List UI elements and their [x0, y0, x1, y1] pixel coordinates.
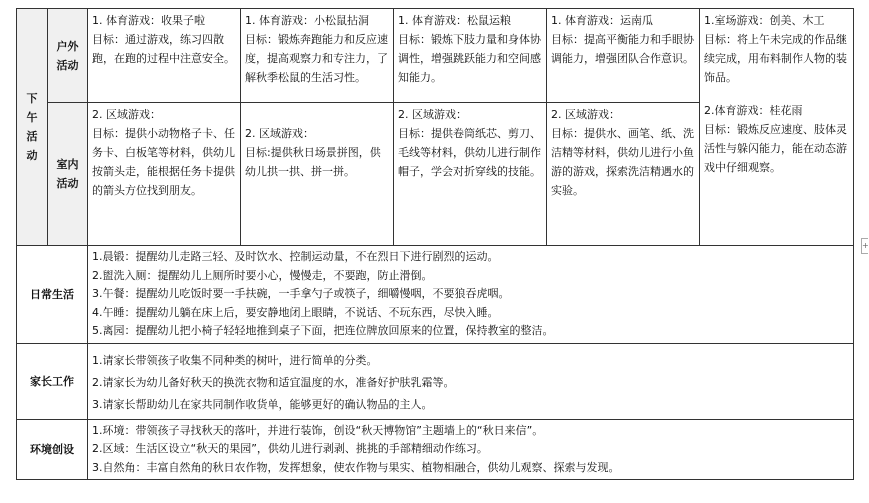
outdoor-title-5: 1.室场游戏：创美、木工 [704, 14, 825, 27]
outdoor-goal-5: 目标：将上午未完成的作品继续完成，用布料制作人物的装饰品。 [704, 33, 847, 84]
indoor-label-text: 室内活动 [56, 158, 79, 190]
indoor-cell-1 [88, 103, 241, 246]
afternoon-label-text: 下午活动 [26, 92, 38, 162]
daily-life-item: 3.午餐：提醒幼儿吃饭时要一手扶碗，一手拿勺子或筷子，细嚼慢咽，不要狼吞虎咽。 [92, 287, 510, 300]
afternoon-label [17, 9, 48, 246]
indoor-label [48, 103, 88, 246]
indoor-cell-2 [241, 103, 394, 246]
indoor-goal-1: 目标：提供小动物格子卡、任务卡、白板笔等材料，供幼儿按箭头走，能根据任务卡提供的箭头方位找到朋友。 [92, 127, 235, 197]
indoor-cell-4 [547, 103, 700, 246]
daily-life-list [88, 246, 854, 344]
daily-life-item: 5.离园：提醒幼儿把小椅子轻轻地推到桌子下面，把连位牌放回原来的位置，保持教室的整洁。 [92, 324, 554, 337]
outdoor-cell-4 [547, 9, 700, 103]
indoor-title-1: 2. 区域游戏： [92, 108, 161, 121]
environment-item: 1.环境：带领孩子寻找秋天的落叶，并进行装饰，创设“秋天博物馆”主题墙上的“秋日来信”。 [92, 423, 544, 437]
afternoon-outdoor-row [17, 9, 854, 103]
outdoor-title-2: 1. 体育游戏：小松鼠拈洞 [245, 14, 369, 27]
parent-work-list [88, 343, 854, 419]
daily-life-label: 日常生活 [17, 246, 88, 344]
environment-list [88, 419, 854, 480]
table-expand-handle[interactable] [861, 238, 868, 254]
daily-life-item: 4.午睡：提醒幼儿躺在床上后，要安静地闭上眼睛，不说话、不玩东西，尽快入睡。 [92, 305, 499, 319]
indoor-goal-3: 目标：提供卷筒纸芯、剪刀、毛线等材料，供幼儿进行制作帽子，学会对折穿线的技能。 [398, 127, 541, 178]
outdoor-title-1: 1. 体育游戏：收果子啦 [92, 14, 205, 27]
daily-life-row [17, 246, 854, 344]
environment-item: 2.区域：生活区设立“秋天的果园”，供幼儿进行剥剥、挑挑的手部精细动作练习。 [92, 442, 488, 455]
outdoor-goal-3: 目标：锻炼下肢力量和身体协调性，增强跳跃能力和空间感知能力。 [398, 33, 541, 84]
environment-row [17, 419, 854, 480]
indoor-goal-2: 目标:提供秋日场景拼图，供幼儿拱一拱、拼一拼。 [245, 146, 381, 178]
outdoor-title-3: 1. 体育游戏：松鼠运粮 [398, 14, 511, 27]
weekly-plan-table [16, 8, 854, 480]
daily-life-item: 1.晨锻：提醒幼儿走路三轻、及时饮水、控制运动量，不在烈日下进行剧烈的运动。 [92, 250, 499, 263]
outdoor-cell-1 [88, 9, 241, 103]
outdoor-cell-2 [241, 9, 394, 103]
outdoor-cell-3 [394, 9, 547, 103]
parent-work-item: 3.请家长帮助幼儿在家共同制作收货单，能够更好的确认物品的主人。 [92, 397, 433, 411]
plus-icon: + [862, 241, 869, 250]
indoor-goal-5: 目标：锻炼反应速度、肢体灵活性与躲闪能力，能在动态游戏中仔细观察。 [704, 123, 847, 174]
indoor-title-5: 2.体育游戏：桂花雨 [704, 104, 803, 117]
indoor-cell-3 [394, 103, 547, 246]
outdoor-goal-1: 目标：通过游戏，练习四散跑，在跑的过程中注意安全。 [92, 33, 235, 65]
environment-item: 3.自然角：丰富自然角的秋日农作物，发挥想象，使农作物与果实、植物相融合，供幼儿观察、探索与发现。 [92, 460, 620, 474]
parent-work-label: 家长工作 [17, 343, 88, 419]
outdoor-label [48, 9, 88, 103]
parent-work-row [17, 343, 854, 419]
environment-label: 环境创设 [17, 419, 88, 480]
combined-cell-5 [700, 9, 854, 246]
indoor-title-4: 2. 区域游戏： [551, 108, 620, 121]
outdoor-goal-4: 目标：提高平衡能力和手眼协调能力，增强团队合作意识。 [551, 33, 694, 65]
outdoor-label-text: 户外活动 [56, 39, 79, 72]
indoor-title-2: 2. 区域游戏： [245, 127, 314, 140]
daily-life-item: 2.盥洗入厕：提醒幼儿上厕所时要小心，慢慢走，不要跑，防止滑倒。 [92, 268, 433, 282]
outdoor-goal-2: 目标：锻炼奔跑能力和反应速度，提高观察力和专注力，了解秋季松鼠的生活习性。 [245, 33, 388, 84]
outdoor-title-4: 1. 体育游戏：运南瓜 [551, 14, 653, 27]
indoor-title-3: 2. 区域游戏： [398, 108, 467, 121]
indoor-goal-4: 目标：提供水、画笔、纸、洗洁精等材料，供幼儿进行小鱼游的游戏，探索洗洁精遇水的实验。 [551, 127, 694, 197]
parent-work-item: 2.请家长为幼儿备好秋天的换洗衣物和适宜温度的水，准备好护肤乳霜等。 [92, 375, 455, 389]
parent-work-item: 1.请家长带领孩子收集不同种类的树叶，进行简单的分类。 [92, 353, 378, 367]
